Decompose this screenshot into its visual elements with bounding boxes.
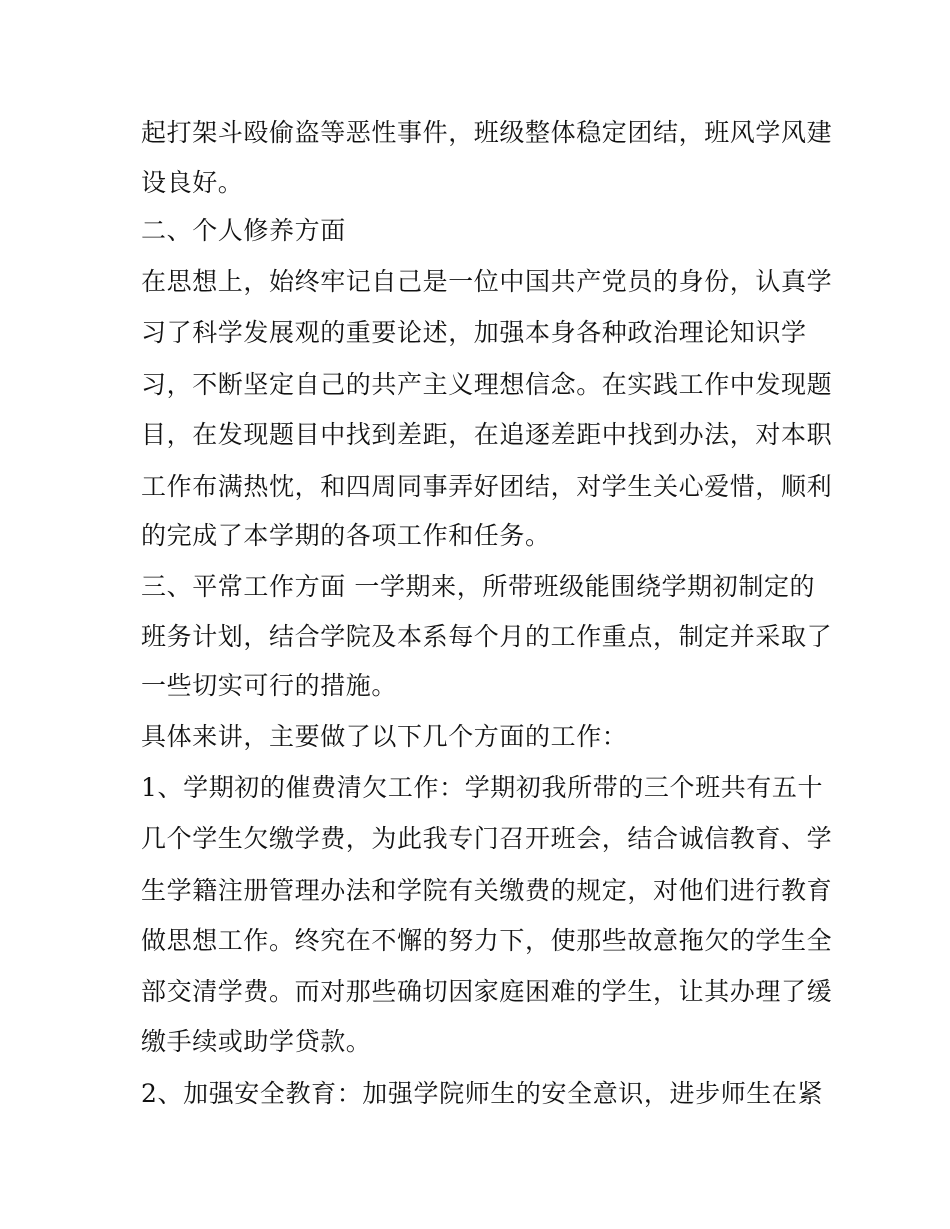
text-line: 在思想上，始终牢记自己是一位中国共产党员的身份，认真学 (141, 267, 833, 296)
text-line: 设良好。 (141, 168, 244, 197)
text-line: 生学籍注册管理办法和学院有关缴费的规定，对他们进行教育 (141, 876, 833, 905)
text-line: 做思想工作。终究在不懈的努力下，使那些故意拖欠的学生全 (141, 926, 833, 955)
text-line: 习，不断坚定自己的共产主义理想信念。在实践工作中发现题 (141, 370, 833, 399)
list-item-1: 1、学期初的催费清欠工作：学期初我所带的三个班共有五十 (141, 773, 824, 802)
text-line: 一些切实可行的措施。 (141, 671, 398, 700)
text-line: 目，在发现题目中找到差距，在追逐差距中找到办法，对本职 (141, 420, 833, 449)
text-line: 的完成了本学期的各项工作和任务。 (141, 521, 551, 550)
text-line: 起打架斗殴偷盗等恶性事件，班级整体稳定团结，班风学风建 (141, 118, 833, 147)
text-line: 班务计划，结合学院及本系每个月的工作重点，制定并采取了 (141, 622, 833, 651)
list-item-2: 2、加强安全教育：加强学院师生的安全意识，进步师生在紧 (141, 1079, 824, 1108)
text-line: 具体来讲，主要做了以下几个方面的工作： (141, 722, 628, 751)
text-line: 缴手续或助学贷款。 (141, 1027, 372, 1056)
text-line: 部交清学费。而对那些确切因家庭困难的学生，让其办理了缓 (141, 977, 833, 1006)
text-line: 习了科学发展观的重要论述，加强本身各种政治理论知识学 (141, 318, 807, 347)
text-line: 几个学生欠缴学费，为此我专门召开班会，结合诚信教育、学 (141, 824, 833, 853)
section-heading: 三、平常工作方面 一学期来，所带班级能围绕学期初制定的 (141, 572, 816, 601)
section-heading: 二、个人修养方面 (141, 216, 346, 245)
text-line: 工作布满热忱，和四周同事弄好团结，对学生关心爱惜，顺利 (141, 472, 833, 501)
